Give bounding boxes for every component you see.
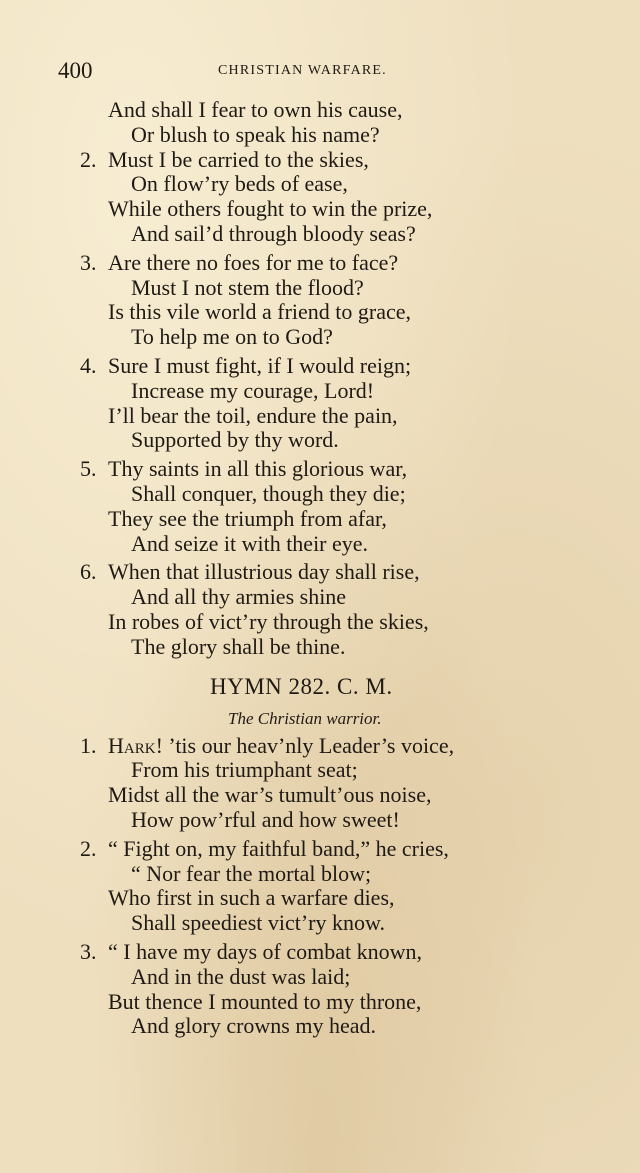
stanza-5 xyxy=(0,457,640,556)
page-header xyxy=(0,58,640,86)
verse-line: Shall conquer, though they die; xyxy=(131,480,406,506)
stanza-number: 2. xyxy=(80,146,97,172)
verse-line xyxy=(0,457,640,482)
verse-line: I’ll bear the toil, endure the pain, xyxy=(108,402,398,428)
verse-line: How pow’rful and how sweet! xyxy=(131,806,400,832)
verse-line: Increase my courage, Lord! xyxy=(131,377,375,403)
stanza-number: 2. xyxy=(80,835,97,861)
stanza-3 xyxy=(0,251,640,350)
verse-line: And shall I fear to own his cause, xyxy=(108,97,403,122)
verse-text: “ I have my days of combat known, xyxy=(108,938,423,964)
verse-line: And in the dust was laid; xyxy=(131,963,351,989)
stanza-number: 1. xyxy=(80,732,97,758)
verse-line: Is this vile world a friend to grace, xyxy=(108,299,412,325)
verse-line: Midst all the war’s tumult’ous noise, xyxy=(108,782,432,808)
hymn-282-stanza-3 xyxy=(0,940,640,1039)
stanza-number: 6. xyxy=(80,559,97,585)
stanza-number: 3. xyxy=(80,249,97,275)
verse-text: “ Fight on, my faithful band,” he cries, xyxy=(108,835,449,861)
verse-line: And all thy armies shine xyxy=(131,584,347,610)
stanza-6 xyxy=(0,560,640,659)
verse-line xyxy=(0,734,640,759)
hymn-282-stanza-1 xyxy=(0,734,640,833)
first-word: Hark xyxy=(108,732,156,758)
verse-line: Who first in such a warfare dies, xyxy=(108,885,395,911)
verse-line xyxy=(0,940,640,965)
verse-line: And sail’d through bloody seas? xyxy=(131,220,416,246)
verse-line: In robes of vict’ry through the skies, xyxy=(108,608,429,634)
verse-line: But thence I mounted to my throne, xyxy=(108,988,422,1014)
verse-text: ! ’tis our heav’nly Leader’s voice, xyxy=(155,732,455,758)
verse-line: From his triumphant seat; xyxy=(131,757,358,783)
page-number: 400 xyxy=(58,58,93,83)
stanza-number: 5. xyxy=(80,456,97,482)
verse-text: Are there no foes for me to face? xyxy=(108,249,399,275)
stanza-2 xyxy=(0,148,640,247)
verse-text: Sure I must fight, if I would reign; xyxy=(108,352,412,378)
running-head: CHRISTIAN WARFARE. xyxy=(218,63,387,78)
verse-line: While others fought to win the prize, xyxy=(108,196,433,222)
verse-line: To help me on to God? xyxy=(131,324,333,350)
hymn-282-stanza-2 xyxy=(0,837,640,936)
verse-line xyxy=(0,148,640,173)
verse-line xyxy=(0,354,640,379)
verse-line: Shall speediest vict’ry know. xyxy=(131,910,385,936)
verse-line: Or blush to speak his name? xyxy=(131,121,380,147)
verse-line xyxy=(0,560,640,585)
stanza-number: 4. xyxy=(80,352,97,378)
verse-line: They see the triumph from afar, xyxy=(108,505,387,531)
stanza-4 xyxy=(0,354,640,453)
hymn-subtitle: The Christian warrior. xyxy=(228,708,382,728)
verse-text: Must I be carried to the skies, xyxy=(108,146,369,172)
verse-line: Supported by thy word. xyxy=(131,427,339,453)
verse-line: The glory shall be thine. xyxy=(131,633,346,659)
verse-line xyxy=(0,251,640,276)
hymn-title: HYMN 282. C. M. xyxy=(210,673,393,699)
verse-line: And glory crowns my head. xyxy=(131,1013,377,1039)
verse-text: Thy saints in all this glorious war, xyxy=(108,456,408,482)
hymn-text xyxy=(0,98,640,1039)
verse-text: When that illustrious day shall rise, xyxy=(108,559,420,585)
verse-line: And seize it with their eye. xyxy=(131,530,369,556)
verse-line xyxy=(0,837,640,862)
stanza-number: 3. xyxy=(80,938,97,964)
verse-line: On flow’ry beds of ease, xyxy=(131,171,348,197)
verse-line: “ Nor fear the mortal blow; xyxy=(131,860,372,886)
verse-line: Must I not stem the flood? xyxy=(131,274,364,300)
